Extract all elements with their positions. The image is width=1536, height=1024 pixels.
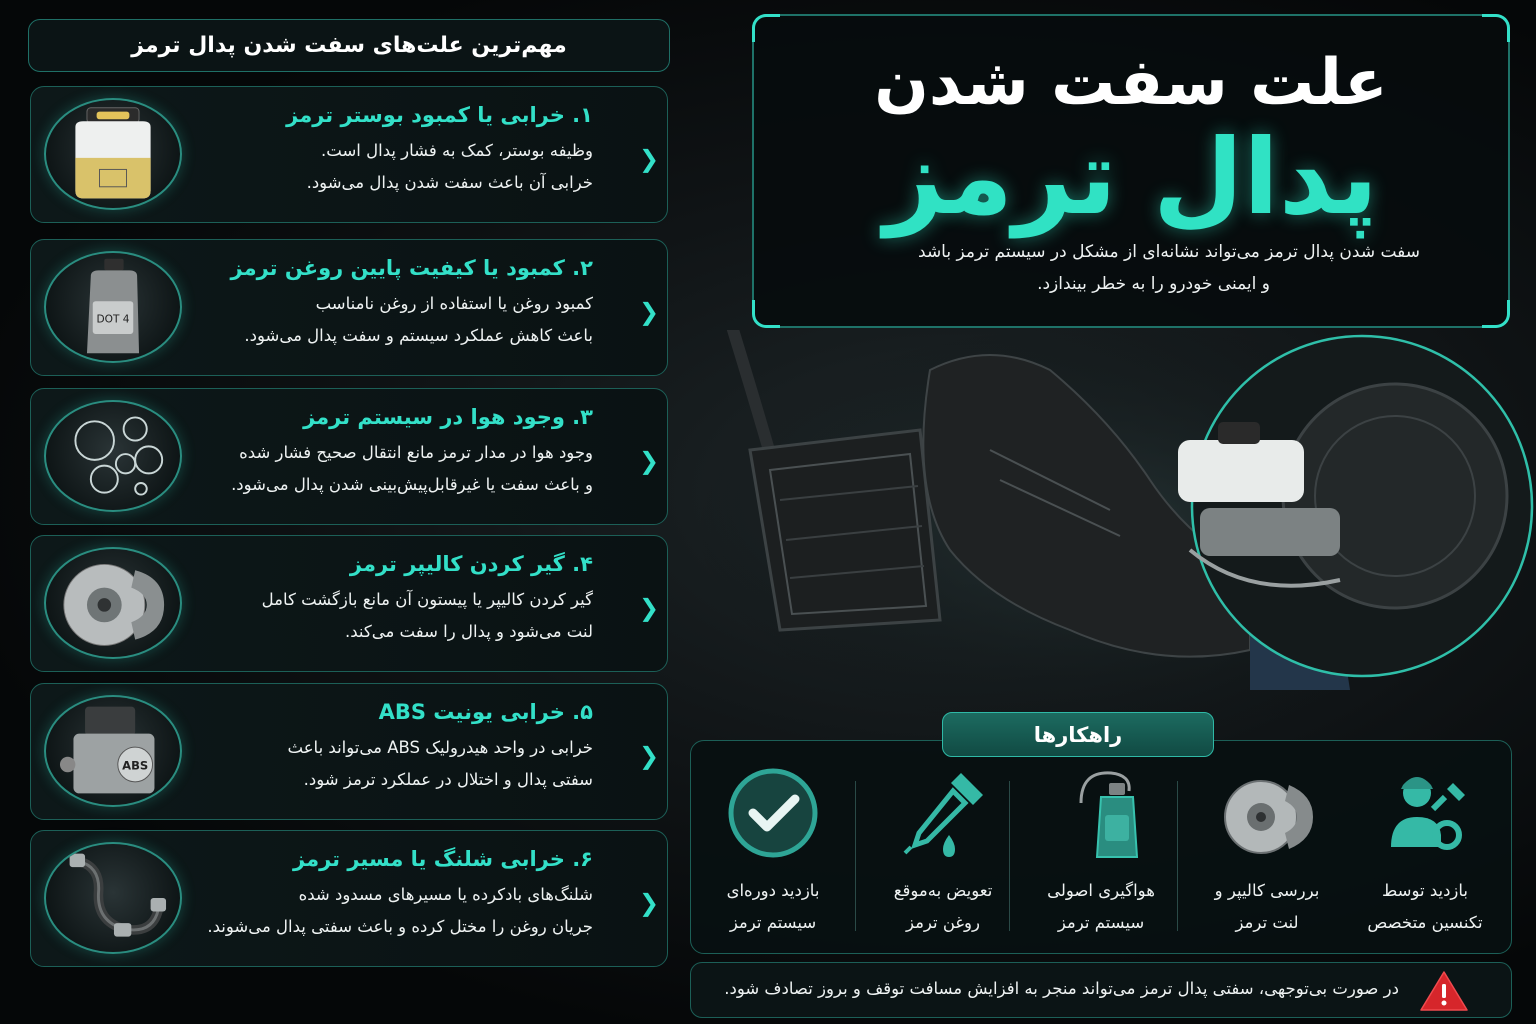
solution-periodic-check bbox=[693, 763, 853, 943]
solution-line: روغن ترمز bbox=[905, 913, 980, 932]
bottle-label: DOT 4 bbox=[96, 313, 130, 326]
solution-bleeding bbox=[1021, 763, 1181, 943]
cause-card-abs bbox=[30, 683, 668, 820]
cause-line: سفتی پدال و اختلال در عملکرد ترمز شود. bbox=[303, 770, 593, 789]
solutions-heading: راهکارها bbox=[942, 712, 1214, 757]
solution-line: تکنسین متخصص bbox=[1367, 913, 1483, 932]
solution-technician bbox=[1345, 763, 1505, 943]
brake-disc-icon bbox=[1217, 763, 1317, 863]
cause-line: گیر کردن کالیپر یا پیستون آن مانع بازگشت کامل bbox=[261, 590, 593, 609]
frame-corner bbox=[1482, 14, 1510, 42]
frame-corner bbox=[752, 14, 780, 42]
cause-title: ۲. کمبود یا کیفیت پایین روغن ترمز bbox=[230, 256, 593, 280]
cause-card-oil bbox=[30, 239, 668, 376]
brake-oil-bottle-icon bbox=[44, 251, 182, 363]
solution-line: بازدید توسط bbox=[1381, 881, 1469, 900]
frame-corner bbox=[752, 300, 780, 328]
air-bubbles-icon bbox=[44, 400, 182, 512]
page-title: علت سفت شدن bbox=[874, 46, 1388, 120]
cause-line: وظیفه بوستر، کمک به فشار پدال است. bbox=[321, 141, 593, 160]
chevron-right-icon: ❮ bbox=[639, 447, 660, 475]
brake-hose-icon bbox=[44, 842, 182, 954]
cause-card-air bbox=[30, 388, 668, 525]
cause-line: خرابی در واحد هیدرولیک ABS می‌تواند باعث bbox=[287, 738, 593, 757]
solution-line: سیستم ترمز bbox=[1057, 913, 1145, 932]
dropper-icon bbox=[893, 763, 993, 863]
cause-line: لنت می‌شود و پدال را سفت می‌کند. bbox=[344, 622, 593, 641]
cause-title: ۶. خرابی شلنگ یا مسیر ترمز bbox=[293, 847, 593, 871]
bleeding-bottle-icon bbox=[1051, 763, 1151, 863]
chevron-right-icon: ❮ bbox=[639, 145, 660, 173]
subtitle-line: سفت شدن پدال ترمز می‌تواند نشانه‌ای از مشکل در سیستم ترمز باشد bbox=[918, 242, 1420, 262]
abs-unit-icon bbox=[44, 695, 182, 807]
solution-line: لنت ترمز bbox=[1235, 913, 1299, 932]
frame-corner bbox=[1482, 300, 1510, 328]
checkmark-icon bbox=[723, 763, 823, 863]
chevron-right-icon: ❮ bbox=[639, 298, 660, 326]
cause-title: ۳. وجود هوا در سیستم ترمز bbox=[303, 405, 593, 429]
cause-title: ۱. خرابی یا کمبود بوستر ترمز bbox=[286, 103, 593, 127]
cause-line: وجود هوا در مدار ترمز مانع انتقال صحیح فشار شده bbox=[239, 443, 593, 462]
technician-icon bbox=[1375, 763, 1475, 863]
page-subtitle bbox=[800, 236, 1420, 300]
cause-line: جریان روغن را مختل کرده و باعث سفتی پدال می‌شوند. bbox=[207, 917, 593, 936]
warning-banner bbox=[690, 962, 1512, 1018]
cause-line: باعث کاهش عملکرد سیستم و سفت پدال می‌شود. bbox=[244, 326, 593, 345]
solution-line: تعویض به‌موقع bbox=[893, 881, 993, 900]
solution-line: بررسی کالیپر و bbox=[1214, 881, 1320, 900]
cause-title: ۴. گیر کردن کالیپر ترمز bbox=[349, 552, 593, 576]
brake-fluid-reservoir-icon bbox=[44, 98, 182, 210]
cause-line: شلنگ‌های بادکرده یا مسیرهای مسدود شده bbox=[298, 885, 593, 904]
divider bbox=[855, 781, 856, 931]
page-title-highlight: پدال ترمز bbox=[883, 116, 1379, 238]
solution-line: بازدید دوره‌ای bbox=[726, 881, 820, 900]
brake-pedal-illustration bbox=[690, 330, 1536, 730]
brake-caliper-icon bbox=[44, 547, 182, 659]
solutions-panel bbox=[690, 740, 1512, 954]
chevron-right-icon: ❮ bbox=[639, 742, 660, 770]
cause-card-hose bbox=[30, 830, 668, 967]
warning-text: در صورت بی‌توجهی، سفتی پدال ترمز می‌تواند منجر به افزایش مسافت توقف و بروز تصادف شود. bbox=[724, 979, 1399, 998]
abs-label: ABS bbox=[122, 758, 149, 773]
solution-line: هواگیری اصولی bbox=[1047, 881, 1155, 900]
cause-card-caliper bbox=[30, 535, 668, 672]
cause-line: کمبود روغن یا استفاده از روغن نامناسب bbox=[315, 294, 593, 313]
solution-caliper bbox=[1187, 763, 1347, 943]
causes-heading: مهم‌ترین علت‌های سفت شدن پدال ترمز bbox=[28, 19, 670, 72]
solution-oil-change bbox=[863, 763, 1023, 943]
cause-line: خرابی آن باعث سفت شدن پدال می‌شود. bbox=[306, 173, 593, 192]
cause-title: ۵. خرابی یونیت ABS bbox=[378, 700, 593, 724]
cause-line: و باعث سفت یا غیرقابل‌پیش‌بینی شدن پدال می‌شود. bbox=[231, 475, 593, 494]
chevron-right-icon: ❮ bbox=[639, 889, 660, 917]
warning-icon bbox=[1419, 969, 1469, 1013]
solution-line: سیستم ترمز bbox=[729, 913, 817, 932]
brake-pedal bbox=[750, 430, 940, 630]
chevron-right-icon: ❮ bbox=[639, 594, 660, 622]
subtitle-line: و ایمنی خودرو را به خطر بیندازد. bbox=[1037, 274, 1270, 294]
cause-card-booster bbox=[30, 86, 668, 223]
